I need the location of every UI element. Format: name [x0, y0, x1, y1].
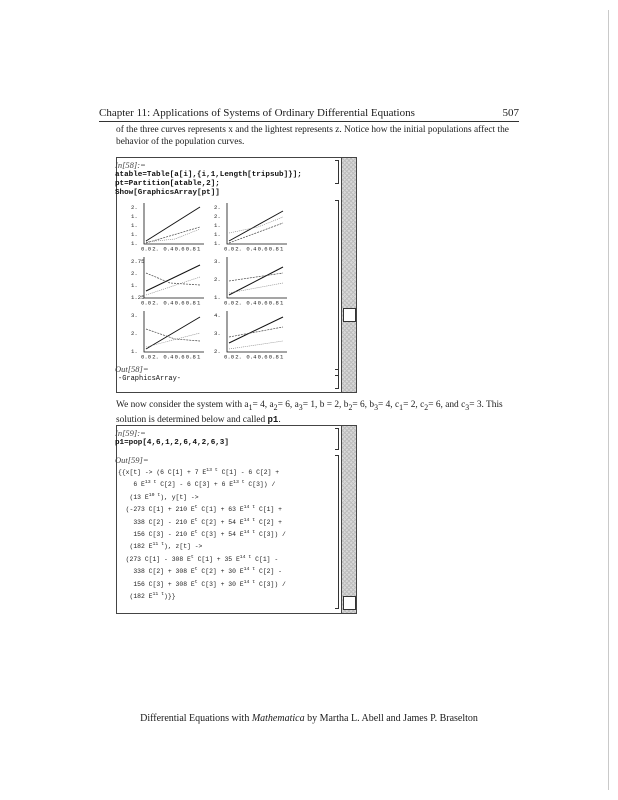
- output-line: 156 C[3] - 210 $E^t$ C[3] + 54 $E^{14 t}$ C[3]) /: [118, 530, 286, 539]
- x-tick-label: 0.6: [257, 353, 268, 359]
- p1-code: p1: [267, 414, 279, 425]
- y-tick-label: 2.: [214, 276, 221, 283]
- population-curve: [229, 283, 283, 293]
- y-tick-label: 1.: [214, 231, 221, 238]
- x-tick-label: 0.0: [141, 299, 152, 305]
- graphics-array-output: -GraphicsArray-: [118, 375, 182, 383]
- x-tick-label: 1: [280, 353, 284, 359]
- population-curve: [229, 267, 283, 295]
- output-line: 338 C[2] - 210 $E^t$ C[2] + 54 $E^{14 t}$ C[2] +: [118, 517, 282, 526]
- plot-p11: [130, 201, 206, 251]
- x-tick-label: 0.4: [163, 353, 174, 359]
- p2-line2: solution is determined below and called: [116, 414, 266, 425]
- x-tick-label: 0.0: [224, 299, 235, 305]
- p2-val: = 4,: [377, 400, 395, 410]
- intro-paragraph: [116, 124, 520, 148]
- p2-sub: 3: [465, 402, 470, 412]
- population-curve: [229, 217, 283, 233]
- y-tick-label: 3.: [214, 258, 221, 265]
- scrollbar-1[interactable]: [341, 157, 357, 393]
- y-tick-label: 2.: [131, 270, 138, 277]
- x-tick-label: 1: [197, 245, 201, 251]
- output-line: 6 $E^{13 t}$ C[2] - 6 C[3] + 6 $E^{13 t}$ C[3]) /: [118, 480, 276, 489]
- x-tick-label: 1: [197, 299, 201, 305]
- p2-sub: 1: [399, 402, 404, 412]
- code-line-1: atable=Table[a[i],{i,1,Length[tripsub]}];: [115, 171, 302, 179]
- x-tick-label: 0.0: [224, 245, 235, 251]
- plot-p21: [130, 255, 206, 305]
- x-tick-label: 0.4: [246, 299, 257, 305]
- x-tick-label: 2.: [235, 245, 242, 251]
- y-tick-label: 2.: [131, 330, 138, 337]
- y-tick-label: 1.: [214, 294, 221, 301]
- footer-italic: Mathematica: [251, 713, 305, 724]
- p2-val: = 6, and: [428, 400, 462, 410]
- x-tick-label: 0.8: [185, 353, 196, 359]
- y-tick-label: 2.: [214, 213, 221, 220]
- x-tick-label: 2.: [235, 353, 242, 359]
- x-tick-label: 0.6: [257, 299, 268, 305]
- footer-text: by Martha L. Abell and James P. Braselton: [304, 713, 478, 724]
- x-tick-label: 0.4: [163, 299, 174, 305]
- population-curve: [146, 207, 200, 241]
- x-tick-label: 0.8: [268, 299, 279, 305]
- p2-sub: 1: [248, 402, 253, 412]
- running-header: [99, 107, 519, 121]
- population-curve: [146, 333, 200, 347]
- scroll-thumb-2[interactable]: [343, 596, 356, 610]
- output-line: 338 C[2] + 308 $E^t$ C[2] + 30 $E^{14 t}$ C[2] -: [118, 567, 282, 576]
- x-tick-label: 0.6: [174, 245, 185, 251]
- p2-sym: a: [269, 400, 274, 410]
- y-tick-label: 4.: [214, 312, 221, 319]
- cell-bracket[interactable]: [335, 200, 339, 376]
- y-tick-label: 1.25: [131, 294, 145, 301]
- chapter-title: Chapter 11: Applications of Systems of Ordinary Differential Equations: [99, 107, 415, 119]
- y-tick-label: 2.: [214, 348, 221, 355]
- x-tick-label: 0.6: [174, 299, 185, 305]
- output-line: 156 C[3] + 308 $E^t$ C[3] + 30 $E^{14 t}$ C[3]) /: [118, 579, 286, 588]
- scroll-thumb-1[interactable]: [343, 308, 356, 322]
- p2-val: = 6,: [352, 400, 370, 410]
- population-curve: [146, 317, 200, 349]
- p2-sym: b: [369, 400, 375, 410]
- p2-sym: c: [420, 400, 425, 410]
- p2-val: = 6,: [277, 400, 295, 410]
- population-curve: [146, 265, 200, 291]
- x-tick-label: 2.: [152, 299, 159, 305]
- y-tick-label: 1.: [131, 348, 138, 355]
- cell-bracket[interactable]: [335, 455, 339, 609]
- population-curve: [146, 329, 200, 341]
- x-tick-label: 0.4: [246, 245, 257, 251]
- p2-sym: b: [343, 400, 349, 410]
- p2-sub: 2: [348, 402, 353, 412]
- out-label-59: Out[59]=: [115, 455, 149, 465]
- output-line: (13 $E^{10 t}$), y[t] ->: [118, 492, 199, 501]
- y-tick-label: 3.: [214, 330, 221, 337]
- cell-bracket[interactable]: [335, 369, 339, 389]
- scrollbar-2[interactable]: [341, 425, 357, 614]
- x-tick-label: 0.8: [185, 245, 196, 251]
- output-line: (182 $E^{11 t}$), z[t] ->: [118, 542, 203, 551]
- p2-sub: 3: [298, 402, 303, 412]
- population-curve: [229, 317, 283, 343]
- x-tick-label: 1: [280, 299, 284, 305]
- output-line: {{x[t] -> (6 C[1] + 7 $E^{13 t}$ C[1] - 6 C[2] +: [118, 468, 280, 477]
- p2-sym: c: [461, 400, 466, 410]
- p2-val: = 3. This: [469, 400, 503, 410]
- y-tick-label: 1.: [214, 222, 221, 229]
- page-edge: [608, 10, 609, 790]
- y-tick-label: 2.75: [131, 258, 145, 265]
- system-paragraph: [116, 399, 520, 426]
- x-tick-label: 0.8: [268, 353, 279, 359]
- p2-val: = 1, b = 2,: [302, 400, 344, 410]
- x-tick-label: 0.0: [141, 245, 152, 251]
- p2-text: We now consider the system with: [116, 400, 243, 410]
- x-tick-label: 2.: [152, 245, 159, 251]
- p2-sym: c: [395, 400, 400, 410]
- x-tick-label: 0.6: [257, 245, 268, 251]
- x-tick-label: 2.: [152, 353, 159, 359]
- footer-text: Differential Equations with: [140, 713, 252, 724]
- x-tick-label: 1: [280, 245, 284, 251]
- population-curve: [146, 277, 200, 295]
- y-tick-label: 3.: [131, 312, 138, 319]
- p2-sub: 2: [424, 402, 429, 412]
- population-curve: [146, 227, 200, 243]
- y-tick-label: 1.: [214, 240, 221, 247]
- p2-end: .: [278, 414, 281, 425]
- output-line: (-273 C[1] + 210 $E^t$ C[1] + 63 $E^{14 t}$ C[1] +: [118, 505, 282, 514]
- out-label-58: Out[58]=: [115, 364, 149, 374]
- intro-line-1: of the three curves represents x and the lightest represents z. Notice how the initial populations affect the: [116, 125, 509, 135]
- page-number: 507: [502, 107, 519, 119]
- x-tick-label: 1: [197, 353, 201, 359]
- p2-sym: a: [244, 400, 249, 410]
- plot-p31: [130, 309, 206, 359]
- code-line-2: pt=Partition[atable,2];: [115, 180, 220, 188]
- x-tick-label: 2.: [235, 299, 242, 305]
- code-line-3: Show[GraphicsArray[pt]]: [115, 189, 220, 197]
- y-tick-label: 1.: [131, 282, 138, 289]
- p2-val: = 2,: [403, 400, 421, 410]
- p2-sub: 2: [273, 402, 278, 412]
- p2-sym: a: [294, 400, 299, 410]
- plot-p12: [213, 201, 289, 251]
- plot-axes: [227, 203, 287, 244]
- in-label-58: In[58]:=: [115, 160, 146, 170]
- p2-sub: 3: [374, 402, 378, 412]
- x-tick-label: 0.0: [224, 353, 235, 359]
- x-tick-label: 0.4: [246, 353, 257, 359]
- cell-bracket[interactable]: [335, 428, 339, 450]
- y-tick-label: 1.: [131, 231, 138, 238]
- population-curve: [146, 273, 200, 285]
- plot-p32: [213, 309, 289, 359]
- x-tick-label: 0.4: [163, 245, 174, 251]
- y-tick-label: 2.: [214, 204, 221, 211]
- y-tick-label: 1.: [131, 213, 138, 220]
- y-tick-label: 1.: [131, 222, 138, 229]
- population-curve: [229, 273, 283, 281]
- x-tick-label: 0.6: [174, 353, 185, 359]
- footer: [0, 713, 618, 724]
- in-label-59: In[59]:=: [115, 428, 146, 438]
- population-curve: [229, 341, 283, 349]
- population-curve: [229, 327, 283, 337]
- x-tick-label: 0.0: [141, 353, 152, 359]
- output-line: (182 $E^{11 t}$)}}: [118, 592, 176, 601]
- y-tick-label: 2.: [131, 204, 138, 211]
- x-tick-label: 0.8: [185, 299, 196, 305]
- pop-code: p1=pop[4,6,1,2,6,4,2,6,3]: [115, 439, 229, 447]
- header-rule: [99, 121, 519, 122]
- intro-line-2: behavior of the population curves.: [116, 137, 245, 147]
- p2-val: = 4,: [252, 400, 270, 410]
- x-tick-label: 0.8: [268, 245, 279, 251]
- output-line: (273 C[1] - 308 $E^t$ C[1] + 35 $E^{14 t}$ C[1] -: [118, 554, 279, 563]
- plot-p22: [213, 255, 289, 305]
- cell-bracket[interactable]: [335, 160, 339, 184]
- y-tick-label: 1.: [131, 240, 138, 247]
